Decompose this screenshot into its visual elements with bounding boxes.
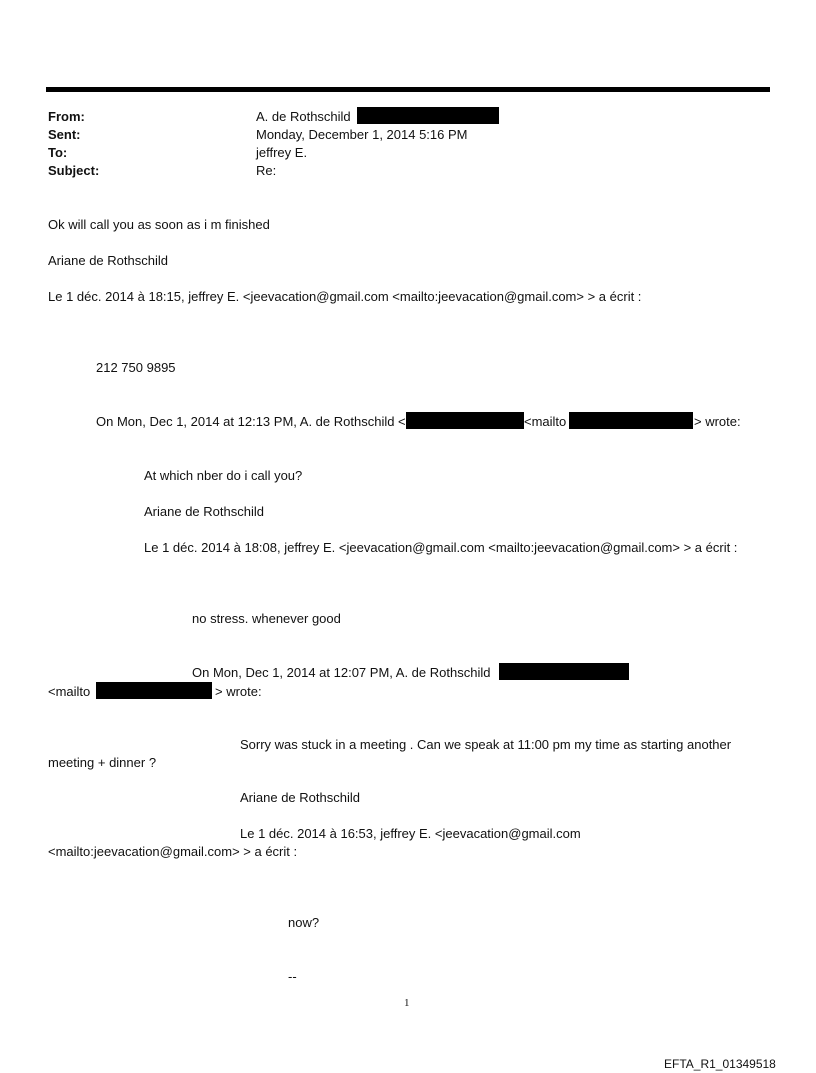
to-value: jeffrey E. (256, 145, 308, 160)
body-line: now? (288, 915, 320, 930)
body-line: Ok will call you as soon as i m finished (48, 217, 270, 232)
redaction-bar (357, 107, 499, 124)
quote-header: Le 1 déc. 2014 à 16:53, jeffrey E. <jeevacation@gmail.com (240, 826, 581, 841)
quote-header-part: > wrote: (694, 414, 741, 429)
signature: Ariane de Rothschild (48, 253, 168, 268)
header-rule (46, 87, 770, 92)
to-label: To: (48, 145, 68, 160)
redaction-bar (499, 663, 629, 680)
body-line: At which nber do i call you? (144, 468, 303, 483)
quote-header-part: <mailto (524, 414, 567, 429)
page-number: 1 (404, 997, 410, 1009)
document-id: EFTA_R1_01349518 (664, 1057, 776, 1071)
quote-header-part: <mailto:jeevacation@gmail.com> > a écrit : (48, 844, 298, 859)
redaction-bar (406, 412, 524, 429)
phone-number: 212 750 9895 (96, 360, 176, 375)
redaction-bar (96, 682, 212, 699)
body-line: no stress. whenever good (192, 611, 341, 626)
from-value: A. de Rothschild (256, 109, 351, 124)
quote-header-part: > wrote: (215, 684, 262, 699)
quote-header: On Mon, Dec 1, 2014 at 12:13 PM, A. de Rothschild < (96, 414, 406, 429)
quote-header-part: <mailto (48, 684, 91, 699)
body-line: meeting + dinner ? (48, 755, 157, 770)
quote-header: Le 1 déc. 2014 à 18:08, jeffrey E. <jeevacation@gmail.com <mailto:jeevacation@gmail.com> > a écrit : (144, 540, 738, 555)
from-label: From: (48, 109, 85, 124)
quote-header: On Mon, Dec 1, 2014 at 12:07 PM, A. de Rothschild (192, 665, 491, 680)
body-line: Sorry was stuck in a meeting . Can we speak at 11:00 pm my time as starting another (240, 737, 732, 752)
sent-value: Monday, December 1, 2014 5:16 PM (256, 127, 468, 142)
subject-label: Subject: (48, 163, 100, 178)
signature: Ariane de Rothschild (144, 504, 264, 519)
sent-label: Sent: (48, 127, 81, 142)
quote-header: Le 1 déc. 2014 à 18:15, jeffrey E. <jeevacation@gmail.com <mailto:jeevacation@gmail.com> > a écrit : (48, 289, 642, 304)
body-line: -- (288, 969, 297, 984)
subject-value: Re: (256, 163, 277, 178)
signature: Ariane de Rothschild (240, 790, 360, 805)
redaction-bar (569, 412, 693, 429)
